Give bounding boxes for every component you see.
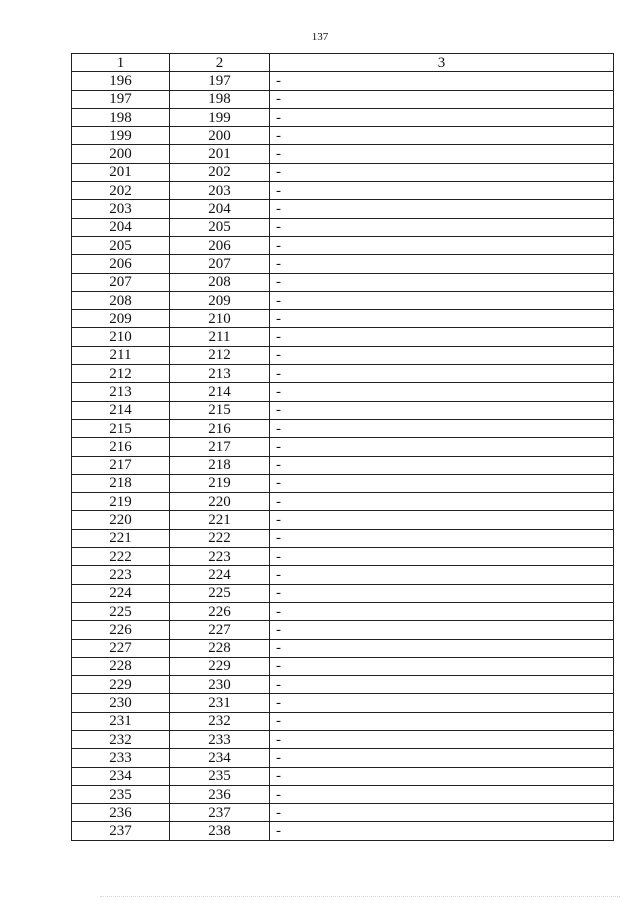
cell-col-1: 197 bbox=[72, 90, 170, 108]
cell-col-3: - bbox=[270, 72, 614, 90]
cell-col-1: 231 bbox=[72, 712, 170, 730]
cell-col-1: 220 bbox=[72, 511, 170, 529]
cell-col-2: 197 bbox=[170, 72, 270, 90]
cell-col-2: 200 bbox=[170, 127, 270, 145]
table-row bbox=[72, 346, 614, 364]
cell-col-3: - bbox=[270, 529, 614, 547]
cell-col-3: - bbox=[270, 749, 614, 767]
cell-col-2: 236 bbox=[170, 785, 270, 803]
table-row bbox=[72, 127, 614, 145]
cell-col-3: - bbox=[270, 474, 614, 492]
table-row bbox=[72, 438, 614, 456]
cell-col-2: 206 bbox=[170, 236, 270, 254]
cell-col-3: - bbox=[270, 676, 614, 694]
cell-col-3: - bbox=[270, 419, 614, 437]
cell-col-1: 210 bbox=[72, 328, 170, 346]
cell-col-1: 230 bbox=[72, 694, 170, 712]
cell-col-3: - bbox=[270, 236, 614, 254]
table-row bbox=[72, 255, 614, 273]
table-row bbox=[72, 749, 614, 767]
cell-col-1: 200 bbox=[72, 145, 170, 163]
table-row bbox=[72, 621, 614, 639]
table-body bbox=[72, 72, 614, 840]
table-row bbox=[72, 584, 614, 602]
cell-col-2: 219 bbox=[170, 474, 270, 492]
table-row bbox=[72, 639, 614, 657]
table-row bbox=[72, 511, 614, 529]
cell-col-1: 227 bbox=[72, 639, 170, 657]
cell-col-3: - bbox=[270, 804, 614, 822]
table-row bbox=[72, 200, 614, 218]
cell-col-1: 209 bbox=[72, 310, 170, 328]
cell-col-1: 222 bbox=[72, 548, 170, 566]
table-row bbox=[72, 712, 614, 730]
cell-col-1: 232 bbox=[72, 730, 170, 748]
cell-col-2: 231 bbox=[170, 694, 270, 712]
table-row bbox=[72, 236, 614, 254]
page-number: 137 bbox=[311, 31, 329, 43]
cell-col-1: 198 bbox=[72, 108, 170, 126]
cell-col-2: 237 bbox=[170, 804, 270, 822]
cell-col-1: 202 bbox=[72, 182, 170, 200]
cell-col-1: 233 bbox=[72, 749, 170, 767]
cell-col-3: - bbox=[270, 822, 614, 840]
cell-col-3: - bbox=[270, 401, 614, 419]
data-table bbox=[71, 53, 614, 841]
cell-col-2: 226 bbox=[170, 602, 270, 620]
cell-col-2: 230 bbox=[170, 676, 270, 694]
cell-col-2: 201 bbox=[170, 145, 270, 163]
cell-col-1: 225 bbox=[72, 602, 170, 620]
cell-col-3: - bbox=[270, 566, 614, 584]
cell-col-2: 229 bbox=[170, 657, 270, 675]
cell-col-2: 217 bbox=[170, 438, 270, 456]
cell-col-2: 218 bbox=[170, 456, 270, 474]
cell-col-1: 206 bbox=[72, 255, 170, 273]
cell-col-2: 227 bbox=[170, 621, 270, 639]
table-row bbox=[72, 72, 614, 90]
cell-col-1: 224 bbox=[72, 584, 170, 602]
table-row bbox=[72, 694, 614, 712]
cell-col-2: 205 bbox=[170, 218, 270, 236]
table-row bbox=[72, 456, 614, 474]
cell-col-2: 234 bbox=[170, 749, 270, 767]
cell-col-1: 236 bbox=[72, 804, 170, 822]
cell-col-3: - bbox=[270, 291, 614, 309]
table-row bbox=[72, 730, 614, 748]
cell-col-2: 215 bbox=[170, 401, 270, 419]
table-row bbox=[72, 785, 614, 803]
cell-col-3: - bbox=[270, 785, 614, 803]
table-row bbox=[72, 529, 614, 547]
cell-col-1: 205 bbox=[72, 236, 170, 254]
cell-col-1: 237 bbox=[72, 822, 170, 840]
cell-col-3: - bbox=[270, 621, 614, 639]
table-row bbox=[72, 419, 614, 437]
cell-col-1: 219 bbox=[72, 493, 170, 511]
cell-col-2: 199 bbox=[170, 108, 270, 126]
cell-col-3: - bbox=[270, 730, 614, 748]
column-header-3: 3 bbox=[270, 54, 614, 72]
cell-col-3: - bbox=[270, 255, 614, 273]
cell-col-3: - bbox=[270, 108, 614, 126]
cell-col-3: - bbox=[270, 273, 614, 291]
cell-col-3: - bbox=[270, 694, 614, 712]
cell-col-2: 238 bbox=[170, 822, 270, 840]
cell-col-2: 211 bbox=[170, 328, 270, 346]
cell-col-2: 233 bbox=[170, 730, 270, 748]
table-row bbox=[72, 163, 614, 181]
table-row bbox=[72, 804, 614, 822]
cell-col-2: 225 bbox=[170, 584, 270, 602]
cell-col-1: 234 bbox=[72, 767, 170, 785]
cell-col-2: 204 bbox=[170, 200, 270, 218]
table-row bbox=[72, 365, 614, 383]
table-row bbox=[72, 218, 614, 236]
table-row bbox=[72, 145, 614, 163]
cell-col-3: - bbox=[270, 438, 614, 456]
cell-col-1: 203 bbox=[72, 200, 170, 218]
cell-col-3: - bbox=[270, 346, 614, 364]
cell-col-3: - bbox=[270, 218, 614, 236]
cell-col-1: 196 bbox=[72, 72, 170, 90]
cell-col-2: 228 bbox=[170, 639, 270, 657]
cell-col-3: - bbox=[270, 127, 614, 145]
table-row bbox=[72, 657, 614, 675]
cell-col-1: 207 bbox=[72, 273, 170, 291]
table-header-row bbox=[72, 54, 614, 72]
cell-col-3: - bbox=[270, 657, 614, 675]
cell-col-2: 235 bbox=[170, 767, 270, 785]
cell-col-3: - bbox=[270, 548, 614, 566]
cell-col-3: - bbox=[270, 383, 614, 401]
cell-col-2: 207 bbox=[170, 255, 270, 273]
cell-col-2: 209 bbox=[170, 291, 270, 309]
table-row bbox=[72, 566, 614, 584]
cell-col-1: 226 bbox=[72, 621, 170, 639]
column-header-1: 1 bbox=[72, 54, 170, 72]
table-row bbox=[72, 548, 614, 566]
table-row bbox=[72, 676, 614, 694]
table-row bbox=[72, 108, 614, 126]
cell-col-2: 216 bbox=[170, 419, 270, 437]
cell-col-3: - bbox=[270, 493, 614, 511]
table-row bbox=[72, 273, 614, 291]
table-row bbox=[72, 328, 614, 346]
cell-col-1: 201 bbox=[72, 163, 170, 181]
cell-col-3: - bbox=[270, 767, 614, 785]
cell-col-1: 235 bbox=[72, 785, 170, 803]
table-row bbox=[72, 474, 614, 492]
cell-col-1: 229 bbox=[72, 676, 170, 694]
cell-col-1: 228 bbox=[72, 657, 170, 675]
table-row bbox=[72, 291, 614, 309]
table-row bbox=[72, 310, 614, 328]
cell-col-1: 211 bbox=[72, 346, 170, 364]
cell-col-2: 202 bbox=[170, 163, 270, 181]
cell-col-2: 210 bbox=[170, 310, 270, 328]
cell-col-1: 214 bbox=[72, 401, 170, 419]
cell-col-1: 216 bbox=[72, 438, 170, 456]
cell-col-2: 203 bbox=[170, 182, 270, 200]
table-row bbox=[72, 822, 614, 840]
cell-col-3: - bbox=[270, 602, 614, 620]
cell-col-2: 220 bbox=[170, 493, 270, 511]
cell-col-1: 215 bbox=[72, 419, 170, 437]
cell-col-1: 212 bbox=[72, 365, 170, 383]
cell-col-3: - bbox=[270, 584, 614, 602]
cell-col-2: 198 bbox=[170, 90, 270, 108]
cell-col-3: - bbox=[270, 200, 614, 218]
cell-col-3: - bbox=[270, 456, 614, 474]
table-row bbox=[72, 90, 614, 108]
cell-col-2: 212 bbox=[170, 346, 270, 364]
cell-col-1: 217 bbox=[72, 456, 170, 474]
table-row bbox=[72, 767, 614, 785]
cell-col-3: - bbox=[270, 639, 614, 657]
cell-col-2: 213 bbox=[170, 365, 270, 383]
table-row bbox=[72, 602, 614, 620]
cell-col-2: 208 bbox=[170, 273, 270, 291]
cell-col-3: - bbox=[270, 365, 614, 383]
footer-scan-marks bbox=[100, 896, 620, 903]
cell-col-1: 208 bbox=[72, 291, 170, 309]
cell-col-1: 213 bbox=[72, 383, 170, 401]
cell-col-1: 221 bbox=[72, 529, 170, 547]
cell-col-2: 221 bbox=[170, 511, 270, 529]
cell-col-1: 199 bbox=[72, 127, 170, 145]
cell-col-3: - bbox=[270, 145, 614, 163]
table-row bbox=[72, 493, 614, 511]
cell-col-2: 224 bbox=[170, 566, 270, 584]
cell-col-2: 222 bbox=[170, 529, 270, 547]
cell-col-3: - bbox=[270, 163, 614, 181]
cell-col-3: - bbox=[270, 310, 614, 328]
table-row bbox=[72, 383, 614, 401]
cell-col-1: 218 bbox=[72, 474, 170, 492]
cell-col-3: - bbox=[270, 511, 614, 529]
cell-col-3: - bbox=[270, 712, 614, 730]
table-row bbox=[72, 401, 614, 419]
cell-col-2: 214 bbox=[170, 383, 270, 401]
cell-col-2: 223 bbox=[170, 548, 270, 566]
cell-col-3: - bbox=[270, 328, 614, 346]
cell-col-3: - bbox=[270, 90, 614, 108]
table-row bbox=[72, 182, 614, 200]
cell-col-1: 204 bbox=[72, 218, 170, 236]
cell-col-3: - bbox=[270, 182, 614, 200]
cell-col-1: 223 bbox=[72, 566, 170, 584]
cell-col-2: 232 bbox=[170, 712, 270, 730]
column-header-2: 2 bbox=[170, 54, 270, 72]
